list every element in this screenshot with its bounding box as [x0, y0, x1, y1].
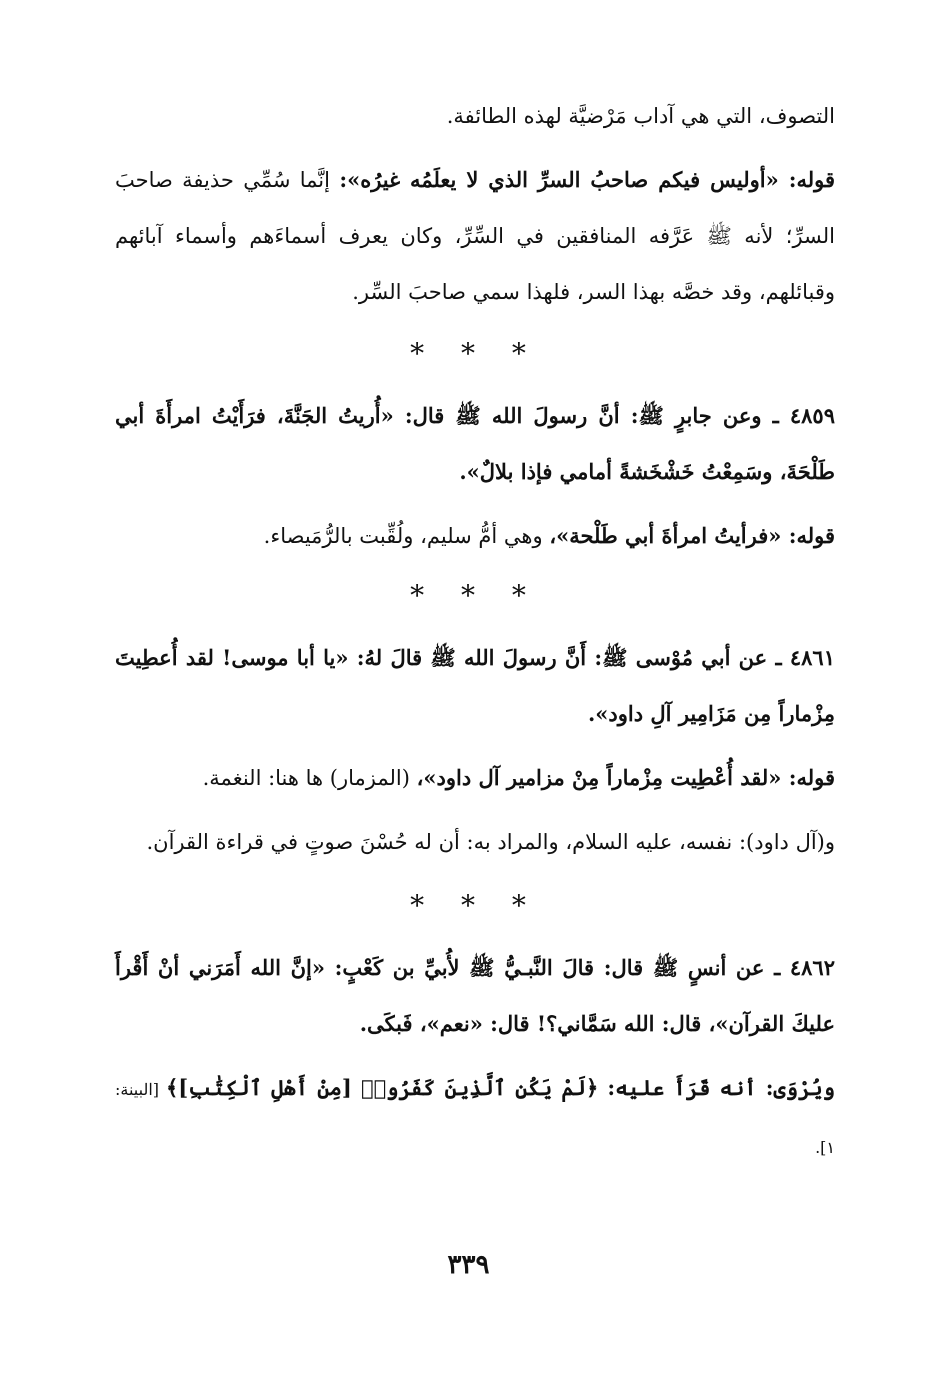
commentary-text: و(آل داود): نفسه، عليه السلام، والمراد به: أن له حُسْنَ صوتٍ في قراءة القرآن. — [146, 830, 835, 854]
paragraph-commentary-secret — [115, 152, 835, 320]
commentary-text: (المزمار) ها هنا: النغمة. — [202, 766, 417, 790]
hadith-4862: ٤٨٦٢ ـ عن أنسٍ ﷺ قال: قالَ النَّبـيُّ ﷺ لأُبيِّ بن كَعْبٍ: «إنَّ الله أَمَرَني أنْ أَقْرأَ عليكَ القرآن»، قال: الله سَمَّاني؟! قال: «نعم»، فَبكَى. — [115, 955, 835, 1036]
quran-quote: ويُرْوَى: أنه قَرَأَ عليه: ﴿لَمْ يَكُنِ ٱلَّذِينَ كَفَرُوا۟ [مِنْ أَهْلِ ٱلْكِتَٰبِ]﴾ — [165, 1075, 835, 1100]
section-divider: * * * — [410, 889, 540, 922]
hadith-4859: ٤٨٥٩ ـ وعن جابرٍ ﷺ: أنَّ رسولَ الله ﷺ قال: «أُريتُ الجَنَّةَ، فرَأَيْتُ امرأَةَ أبي طَلْحَةَ، وسَمِعْتُ خَشْخَشةً أمامي فإذا بلالٌ». — [115, 403, 835, 484]
commentary-4859 — [115, 508, 835, 564]
commentary-4861 — [115, 750, 835, 806]
commentary-4862 — [115, 1060, 835, 1176]
page-body — [115, 88, 835, 1176]
page-number: ٣٣٩ — [447, 1250, 490, 1280]
commentary-quote: قوله: «لقد أُعْطِيت مِزْماراً مِنْ مزامير آل داود»، — [416, 765, 835, 790]
commentary-text: إنَّما سُمِّي حذيفة صاحبَ السرِّ؛ لأنه ﷺ عَرَّفه المنافقين في السِّرِّ، وكان يعرف أسماءَهم وأسماء آبائهم وقبائلهم، وقد خصَّه بهذا السر، فلهذا سمي صاحبَ السِّر. — [115, 168, 835, 304]
commentary-4861-family — [115, 814, 835, 870]
section-divider: * * * — [410, 579, 540, 612]
quran-reference: [البينة: ١]. — [115, 1080, 835, 1157]
commentary-quote: قوله: «أوليس فيكم صاحبُ السرِّ الذي لا يعلَمُه غيرُه»: — [339, 167, 835, 192]
paragraph-intro — [115, 88, 835, 144]
intro-text: التصوف، التي هي آداب مَرْضيَّة لهذه الطائفة. — [446, 104, 835, 128]
commentary-quote: قوله: «فرأيتُ امرأةَ أبي طَلْحة»، — [549, 523, 835, 548]
hadith-4861: ٤٨٦١ ـ عن أبي مُوْسى ﷺ: أَنَّ رسولَ الله ﷺ قالَ لهُ: «يا أبا موسى! لقد أُعطِيتَ مِزْماراً مِن مَزَامِير آلِ داود». — [115, 645, 835, 726]
commentary-text: وهي أمُّ سليم، ولُقِّبت بالرُّمَيصاء. — [263, 524, 550, 548]
section-divider: * * * — [410, 337, 540, 370]
